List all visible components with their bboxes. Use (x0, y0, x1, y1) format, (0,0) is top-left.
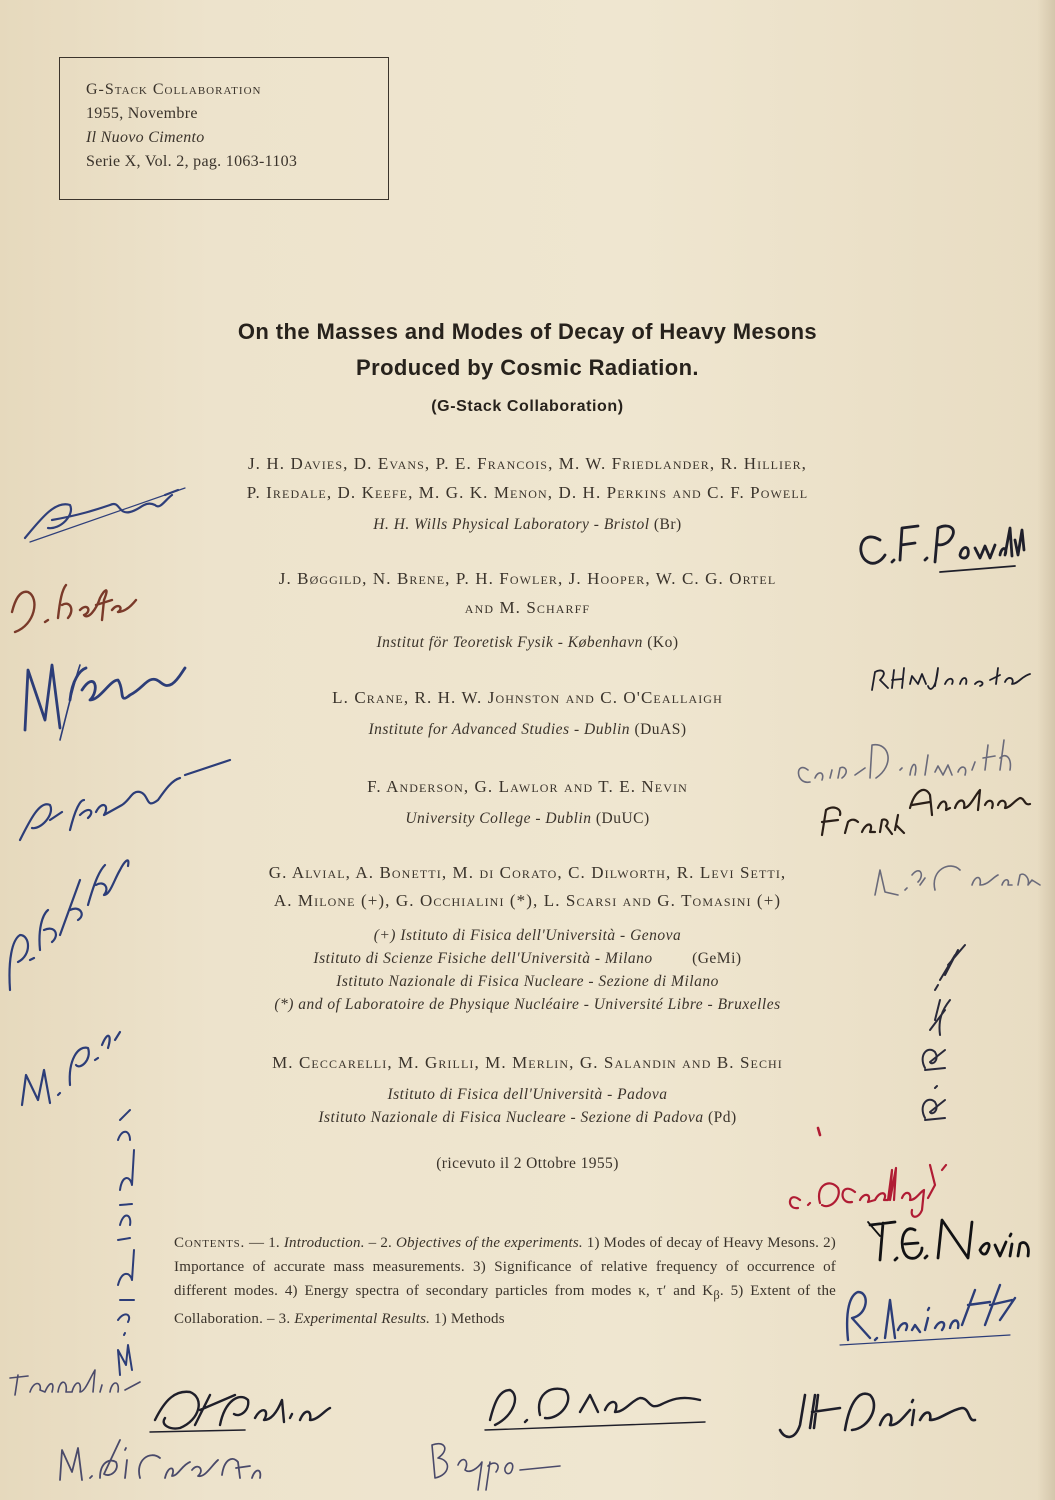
institution-line: Istituto di Fisica dell'Università - Padova (387, 1086, 668, 1103)
received-date: (ricevuto il 2 Ottobre 1955) (436, 1155, 619, 1172)
paper-title-line-1: On the Masses and Modes of Decay of Heavy Mesons (237, 319, 818, 344)
institution-line: University College - Dublin (DuUC) (405, 810, 650, 827)
citation-date: 1955, Novembre (86, 105, 198, 122)
institution-line: Istituto di Scienze Fisiche dell'Università - Milano (GeMi) (313, 950, 742, 967)
signature-johnston (872, 668, 1030, 690)
signature-perkins-1 (20, 760, 230, 840)
author-line: A. Milone (+), G. Occhialini (*), L. Scarsi and G. Tomasini (+) (273, 891, 782, 910)
author-line: M. Ceccarelli, M. Grilli, M. Merlin, G. Salandin and B. Sechi (272, 1053, 783, 1072)
author-line: J. H. Davies, D. Evans, P. E. Francois, M. W. Friedlander, R. Hillier, (247, 454, 808, 473)
citation-box (59, 57, 389, 200)
signature-davies (780, 1394, 975, 1437)
institution-line: (*) and of Laboratoire de Physique Nucléaire - Université Libre - Bruxelles (274, 996, 781, 1013)
citation-volume: Serie X, Vol. 2, pag. 1063-1103 (86, 153, 298, 170)
author-line: L. Crane, R. H. W. Johnston and C. O'Ceallaigh (332, 688, 723, 707)
institution-line: Istituto Nazionale di Fisica Nucleare - Sezione di Padova (Pd) (318, 1109, 737, 1126)
signature-perkins-2 (150, 1392, 330, 1432)
citation-journal: Il Nuovo Cimento (86, 129, 205, 146)
author-line: and M. Scharff (464, 598, 591, 617)
institution-line: Institut för Teoretisk Fysik - København (Ko) (376, 634, 679, 651)
author-line: G. Alvial, A. Bonetti, M. di Corato, C. Dilworth, R. Levi Setti, (268, 863, 787, 882)
contents-paragraph: Contents. — 1. Introduction. – 2. Objectives of the experiments. 1) Modes of decay of Heavy Mesons. 2) Importance of accurate mass measurements. 3) Significance of relative frequency of occurrence of different modes. 4) Energy spectra of secondary particles from modes κ, τ′ and $K_\beta$. 5) Extent of the Collaboration. – 3. Experimental Results. 1) Methods (174, 1235, 836, 1327)
institution-line: (+) Istituto di Fisica dell'Università - Genova (373, 927, 682, 944)
page-edge-shadow (1037, 0, 1055, 1500)
signature-friedlander (118, 1110, 134, 1375)
institution-line: Institute for Advanced Studies - Dublin (DuAS) (368, 721, 687, 738)
institution-line: Istituto Nazionale di Fisica Nucleare - Sezione di Milano (336, 973, 719, 990)
signature-dilworth (798, 740, 1010, 782)
signature-salandin (10, 1370, 140, 1395)
citation-collaboration: G-Stack Collaboration (86, 81, 262, 98)
signature-levisetti (840, 1285, 1015, 1345)
signature-nevin (868, 1220, 1028, 1260)
signature-evans (485, 1389, 705, 1430)
author-line: F. Anderson, G. Lawlor and T. E. Nevin (367, 777, 688, 796)
institution-line: H. H. Wills Physical Laboratory - Bristol (Br) (373, 516, 682, 533)
paper-title-line-2: Produced by Cosmic Radiation. (356, 355, 699, 380)
signature-dicorato (60, 1440, 260, 1480)
author-line: P. Iredale, D. Keefe, M. G. K. Menon, D. H. Perkins and C. F. Powell (246, 483, 809, 502)
signature-beppo (432, 1444, 560, 1490)
author-line: J. Bøggild, N. Brene, P. H. Fowler, J. Hooper, W. C. G. Ortel (278, 569, 777, 588)
paper-collaboration: (G-Stack Collaboration) (431, 398, 624, 415)
